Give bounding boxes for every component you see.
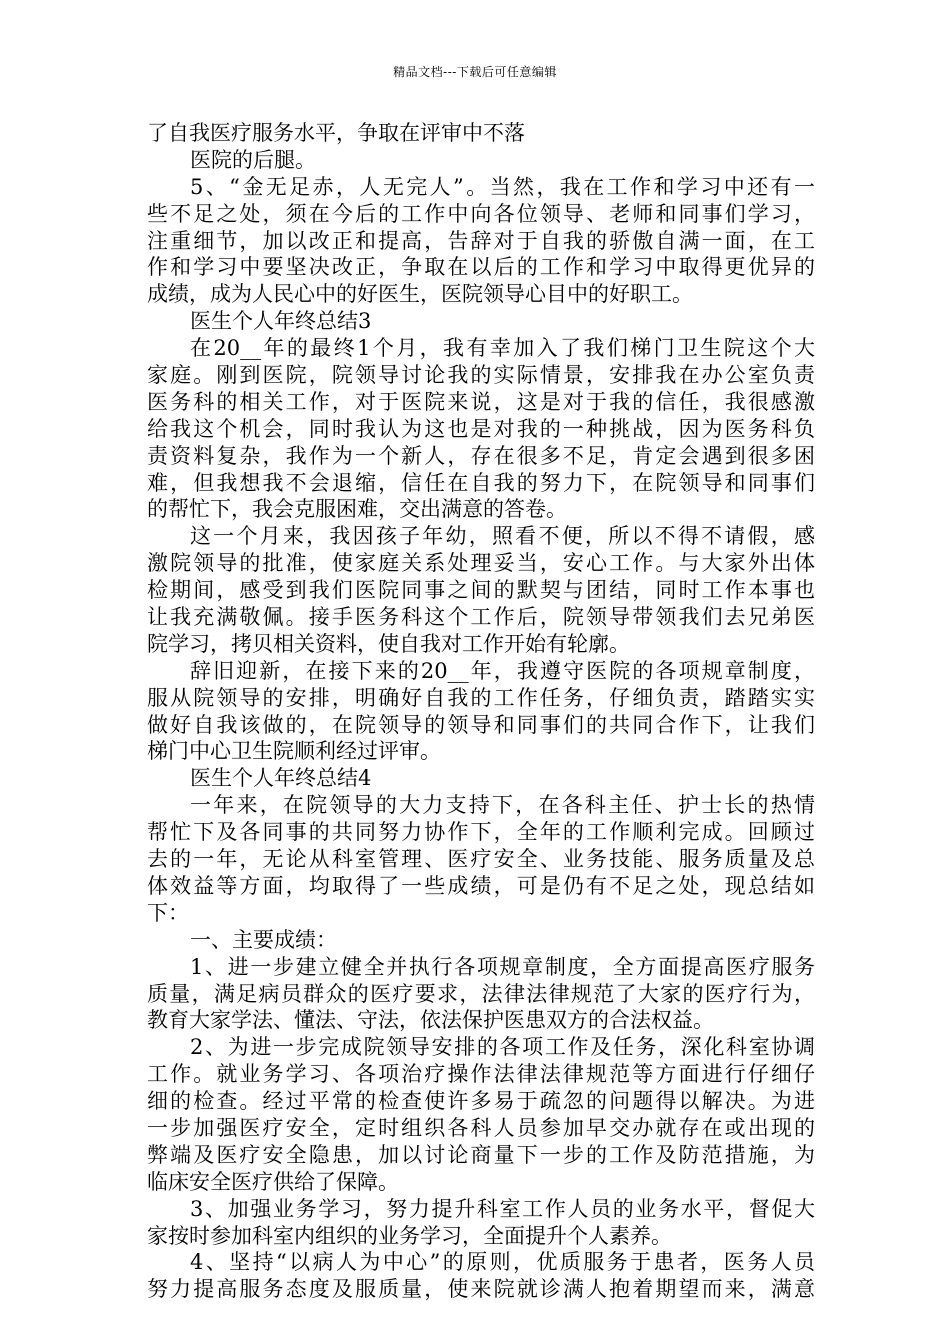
text-line: 医生个人年终总结4 [190, 766, 372, 791]
text-line: 2、为进一步完成院领导安排的各项工作及任务，深化科室协调 [190, 1035, 815, 1060]
text-line: 检期间，感受到我们医院同事之间的默契与团结，同时工作本事也 [147, 578, 815, 603]
text-line: 服从院领导的安排，明确好自我的工作任务，仔细负责，踏踏实实 [147, 685, 815, 710]
text-line: 责资料复杂，我作为一个新人，存在很多不足，肯定会遇到很多困 [147, 443, 815, 468]
text-line: 家按时参加科室内组织的业务学习，全面提升个人素养。 [147, 1223, 672, 1248]
text-line: 临床安全医疗供给了保障。 [147, 1169, 399, 1194]
text-line: 弊端及医疗安全隐患，加以讨论商量下一步的工作及防范措施，为 [147, 1142, 815, 1167]
document-body [147, 120, 815, 1303]
text-line: 梯门中心卫生院顺利经过评审。 [147, 739, 441, 764]
text-line: 细的检查。经过平常的检查使许多易于疏忽的问题得以解决。为进 [147, 1089, 815, 1114]
text-line: 在20__年的最终1个月，我有幸加入了我们梯门卫生院这个大 [190, 336, 815, 361]
text-line: 作和学习中要坚决改正，争取在以后的工作和学习中取得更优异的 [147, 255, 815, 280]
text-line: 医院的后腿。 [190, 147, 316, 172]
text-line: 的帮忙下，我会克服困难，交出满意的答卷。 [147, 497, 567, 522]
text-line: 让我充满敬佩。接手医务科这个工作后，院领导带领我们去兄弟医 [147, 605, 815, 630]
text-line: 体效益等方面，均取得了一些成绩，可是仍有不足之处，现总结如 [147, 873, 815, 898]
text-line: 注重细节，加以改正和提高，告辞对于自我的骄傲自满一面，在工 [147, 228, 815, 253]
text-line: 帮忙下及各同事的共同努力协作下，全年的工作顺利完成。回顾过 [147, 820, 815, 845]
text-line: 这一个月来，我因孩子年幼，照看不便，所以不得不请假，感 [190, 524, 815, 549]
text-line: 医生个人年终总结3 [190, 309, 372, 334]
text-line: 一步加强医疗安全，定时组织各科人员参加早交办就存在或出现的 [147, 1115, 815, 1140]
text-line: 激院领导的批准，使家庭关系处理妥当，安心工作。与大家外出体 [147, 551, 815, 576]
text-line: 去的一年，无论从科室管理、医疗安全、业务技能、服务质量及总 [147, 847, 815, 872]
text-line: 了自我医疗服务水平，争取在评审中不落 [147, 121, 525, 145]
text-line: 5、“金无足赤，人无完人”。当然，我在工作和学习中还有一 [190, 174, 815, 199]
text-line: 一年来，在院领导的大力支持下，在各科主任、护士长的热情 [190, 793, 815, 818]
page-header: 精品文档---下载后可任意编辑 [393, 65, 557, 79]
text-line: 下： [147, 900, 189, 925]
text-line: 成绩，成为人民心中的好医生，医院领导心目中的好职工。 [147, 282, 693, 307]
text-line: 3、加强业务学习，努力提升科室工作人员的业务水平，督促大 [190, 1196, 815, 1221]
text-line: 些不足之处，须在今后的工作中向各位领导、老师和同事们学习， [147, 201, 815, 226]
text-line: 做好自我该做的，在院领导的领导和同事们的共同合作下，让我们 [147, 712, 815, 737]
text-line: 家庭。刚到医院，院领导讨论我的实际情景，安排我在办公室负责 [147, 363, 815, 388]
text-line: 教育大家学法、懂法、守法，依法保护医患双方的合法权益。 [147, 1008, 714, 1033]
text-line: 4、坚持“以病人为中心”的原则，优质服务于患者，医务人员 [190, 1250, 815, 1275]
text-line: 工作。就业务学习、各项治疗操作法律法律规范等方面进行仔细仔 [147, 1062, 815, 1087]
text-line: 努力提高服务态度及服质量，使来院就诊满人抱着期望而来，满意 [147, 1277, 815, 1302]
text-line: 医务科的相关工作，对于医院来说，这是对于我的信任，我很感激 [147, 389, 815, 414]
text-line: 院学习，拷贝相关资料，使自我对工作开始有轮廓。 [147, 631, 630, 656]
text-line: 给我这个机会，同时我认为这也是对我的一种挑战，因为医务科负 [147, 416, 815, 441]
text-line: 辞旧迎新，在接下来的20__年，我遵守医院的各项规章制度， [190, 658, 815, 683]
text-line: 质量，满足病员群众的医疗要求，法律法律规范了大家的医疗行为， [147, 981, 815, 1006]
text-line: 一、主要成绩： [190, 927, 337, 952]
text-line: 1、进一步建立健全并执行各项规章制度，全方面提高医疗服务 [190, 954, 815, 979]
text-line: 难，但我想我不会退缩，信任在自我的努力下，在院领导和同事们 [147, 470, 815, 495]
